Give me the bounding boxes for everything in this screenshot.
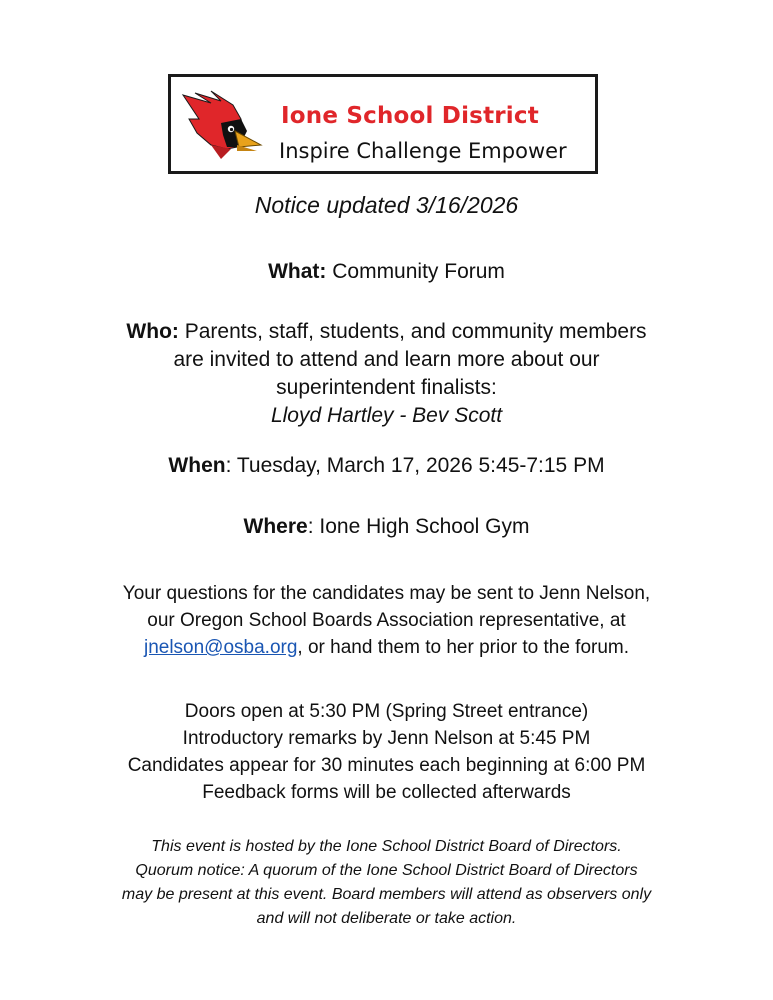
where-label: Where bbox=[243, 515, 308, 538]
what-section bbox=[0, 258, 773, 286]
footer-notice bbox=[0, 835, 773, 931]
when-section bbox=[0, 452, 773, 480]
when-label: When bbox=[168, 454, 226, 477]
district-name: Ione School District bbox=[281, 103, 539, 129]
questions-line-1: Your questions for the candidates may be sent to Jenn Nelson, bbox=[122, 583, 651, 604]
footer-line: may be present at this event. Board members will attend as observers only bbox=[121, 886, 652, 903]
who-line-3: superintendent finalists: bbox=[276, 376, 497, 399]
what-value: Community Forum bbox=[326, 260, 505, 283]
where-value: : Ione High School Gym bbox=[307, 515, 530, 538]
questions-line-2: our Oregon School Boards Association representative, at bbox=[147, 610, 626, 631]
logistics-item: Introductory remarks by Jenn Nelson at 5:45 PM bbox=[182, 728, 591, 749]
footer-line: and will not deliberate or take action. bbox=[256, 910, 517, 927]
questions-line-3: , or hand them to her prior to the forum. bbox=[297, 637, 630, 658]
logistics-item: Feedback forms will be collected afterwards bbox=[202, 782, 571, 803]
who-section bbox=[0, 318, 773, 430]
footer-line: This event is hosted by the Ione School District Board of Directors. bbox=[151, 838, 622, 855]
when-value: : Tuesday, March 17, 2026 5:45-7:15 PM bbox=[225, 454, 605, 477]
finalists-names: Lloyd Hartley - Bev Scott bbox=[270, 404, 503, 427]
who-line-1: Parents, staff, students, and community members bbox=[178, 320, 647, 343]
who-label: Who: bbox=[126, 320, 179, 343]
questions-paragraph bbox=[0, 580, 773, 661]
where-section bbox=[0, 513, 773, 541]
notice-updated-date: Notice updated 3/16/2026 bbox=[254, 192, 519, 218]
district-tagline: Inspire Challenge Empower bbox=[279, 139, 567, 163]
district-header bbox=[168, 74, 598, 174]
logistics-item: Doors open at 5:30 PM (Spring Street entrance) bbox=[184, 701, 589, 722]
email-link[interactable]: jnelson@osba.org bbox=[143, 637, 298, 658]
logistics-item: Candidates appear for 30 minutes each beginning at 6:00 PM bbox=[127, 755, 646, 776]
who-line-2: are invited to attend and learn more about our bbox=[173, 348, 600, 371]
footer-line: Quorum notice: A quorum of the Ione School District Board of Directors bbox=[135, 862, 638, 879]
cardinal-bird-icon bbox=[181, 89, 263, 163]
logistics-list bbox=[0, 698, 773, 806]
what-label: What: bbox=[268, 260, 327, 283]
